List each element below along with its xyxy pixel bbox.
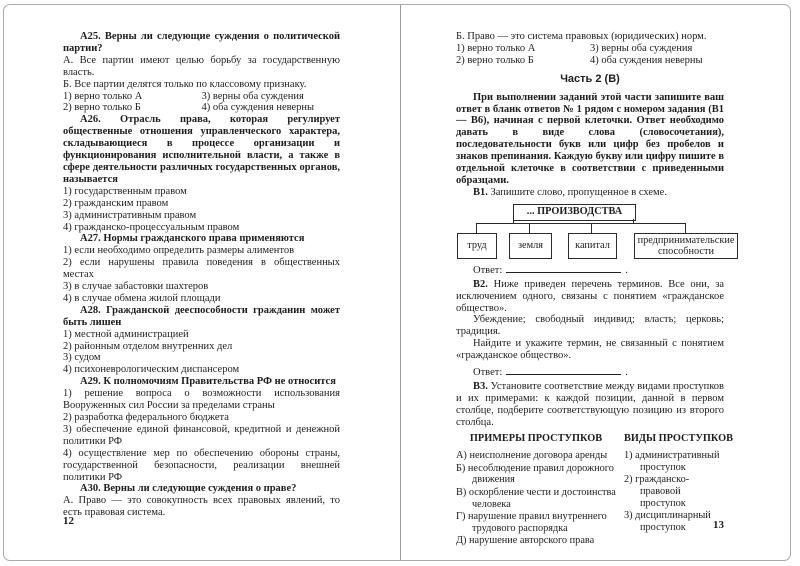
- page-number-right: 13: [713, 519, 724, 531]
- option: 4) оба суждения неверны: [201, 102, 315, 114]
- question-text: Нормы гражданского права применяются: [103, 233, 305, 245]
- answer-line-b2: [456, 365, 724, 379]
- question-number: А28.: [80, 304, 101, 316]
- scheme-child-box: труд: [457, 233, 497, 259]
- part2-instructions: При выполнении заданий этой части запишите ваш ответ в бланк ответов № 1 рядом с номером задания (В1 — В6), начиная с первой клеточки. Ответ необходимо давать в виде слова (словосочетания), последовательности букв или цифр без пробелов и знаков препинания. Каждую букву или цифру пишите в отдельной клеточке в соответствии с приведенными образцами.: [456, 91, 724, 186]
- match-header-examples: ПРИМЕРЫ ПРОСТУПКОВ: [469, 432, 603, 444]
- match-item: А) неисполнение договора аренды: [456, 450, 608, 462]
- statement-b: Б. Все партии делятся только по классовому признаку.: [63, 78, 307, 90]
- answer-label: Ответ:: [473, 367, 503, 379]
- match-item: 1) административный проступок: [624, 450, 720, 473]
- question-a29-stem: [63, 376, 340, 388]
- option: 2) гражданским правом: [63, 197, 169, 209]
- page-number-left: 12: [63, 515, 74, 527]
- question-text: К полномочиям Правительства РФ не относится: [103, 376, 336, 388]
- question-number: А27.: [80, 233, 101, 245]
- scheme-child-box: предпринимательские способности: [634, 233, 738, 259]
- match-item: В) оскорбление чести и достоинства человека: [456, 486, 616, 510]
- task-text: Установите соответствие между видами проступков и их примерами: к каждой позиции, данной в первом столбце, подберите соответствующую позицию из второго столбца.: [456, 380, 724, 428]
- question-a28-stem: [63, 305, 340, 329]
- question-a27-stem: [63, 233, 340, 245]
- option: 1) решение вопроса о возможности использования Вооруженных сил России за пределами страны: [63, 388, 340, 412]
- option: 3) в случае забастовки шахтеров: [63, 281, 209, 293]
- option: 2) верно только Б: [456, 54, 534, 66]
- b2-terms: Убеждение; свободный индивид; власть; церковь; традиция.: [456, 314, 724, 338]
- match-item: Г) нарушение правил внутреннего трудового распорядка: [456, 511, 607, 534]
- question-a26-stem: [63, 114, 340, 185]
- options-row: [456, 43, 724, 55]
- option: 3) административным правом: [63, 209, 197, 221]
- match-header-types: ВИДЫ ПРОСТУПКОВ: [624, 432, 733, 444]
- question-number: А25.: [80, 31, 101, 42]
- scheme-diagram: [456, 204, 735, 260]
- statement-a: А. Право — это совокупность всех правовых явлений, то есть правовая система.: [63, 495, 340, 519]
- question-a25-stem: [63, 31, 340, 55]
- option: 1) верно только А: [63, 90, 143, 102]
- answer-blank: [506, 263, 621, 273]
- question-text: Гражданской дееспособности гражданин может быть лишен: [63, 304, 341, 328]
- option: 3) верны оба суждения: [590, 42, 693, 54]
- task-number: В2.: [473, 278, 488, 290]
- question-number: А26.: [80, 114, 101, 126]
- option: 4) в случае обмена жилой площади: [63, 292, 221, 304]
- option: 4) осуществление мер по обеспечению обороны страны, государственной безопасности, реализации внешней политики РФ: [63, 447, 340, 483]
- page-right: [456, 31, 735, 548]
- task-number: В3.: [473, 380, 488, 392]
- task-b2: [456, 279, 724, 315]
- option: 4) оба суждения неверны: [590, 54, 703, 66]
- option: 2) разработка федерального бюджета: [63, 412, 229, 423]
- option: 1) местной администрацией: [63, 328, 189, 340]
- question-number: А30.: [80, 483, 101, 495]
- question-text: Отрасль права, которая регулирует общественные отношения управленческого характера, складывающиеся в процессе организации и функционирования исполнительной власти, а также в сфере деятельности различных государственных органов, называется: [63, 114, 340, 185]
- scheme-connector: [476, 223, 686, 224]
- answer-line-b1: [456, 263, 724, 277]
- match-item: Б) несоблюдение правил дорожного движения: [456, 462, 614, 486]
- b2-find-text: Найдите и укажите термин, не связанный с понятием «гражданское общество».: [456, 338, 724, 362]
- options-row: [456, 55, 724, 67]
- part2-heading: Часть 2 (В): [560, 72, 620, 85]
- scheme-root-box: ... ПРОИЗВОДСТВА: [513, 204, 636, 221]
- option: 1) государственным правом: [63, 185, 187, 197]
- task-b3: [456, 381, 724, 429]
- question-text: Верны ли следующие суждения о праве?: [103, 483, 297, 495]
- option: 3) обеспечение единой финансовой, кредитной и денежной политики РФ: [63, 423, 340, 447]
- option: 2) районным отделом внутренних дел: [63, 340, 233, 352]
- option: 2) верно только Б: [63, 102, 141, 114]
- option: 3) судом: [63, 352, 101, 364]
- match-item: Д) нарушение авторского права: [456, 535, 595, 547]
- option: 1) верно только А: [456, 42, 536, 54]
- option: 2) если нарушены правила поведения в общественных местах: [63, 257, 340, 281]
- statement-b: Б. Право — это система правовых (юридических) норм.: [456, 31, 707, 42]
- options-row: [63, 91, 340, 103]
- option: 3) верны оба суждения: [201, 90, 304, 102]
- scheme-child-box: земля: [509, 233, 552, 259]
- option: 4) гражданско-процессуальным правом: [63, 221, 240, 233]
- options-row: [63, 102, 340, 114]
- book-spread-frame: [3, 4, 791, 561]
- answer-blank: [506, 365, 621, 375]
- option: 4) психоневрологическим диспансером: [63, 364, 240, 376]
- page-left: [63, 31, 340, 519]
- statement-a: А. Все партии имеют целью борьбу за государственную власть.: [63, 54, 340, 78]
- task-text: Запишите слово, пропущенное в схеме.: [490, 186, 667, 198]
- answer-period: .: [625, 367, 628, 379]
- question-a30-stem: [63, 483, 340, 495]
- task-number: В1.: [473, 186, 488, 198]
- task-b1: [456, 187, 724, 199]
- answer-period: .: [625, 264, 628, 276]
- answer-label: Ответ:: [473, 264, 503, 276]
- option: 1) если необходимо определить размеры алиментов: [63, 245, 295, 257]
- scheme-child-box: капитал: [568, 233, 617, 259]
- match-item: 3) дисциплинарный проступок: [624, 510, 711, 533]
- task-text: Ниже приведен перечень терминов. Все они, за исключением одного, связаны с понятием «гражданское общество».: [456, 278, 724, 314]
- match-item: 2) гражданско-правовой проступок: [624, 474, 690, 509]
- question-number: А29.: [80, 376, 101, 388]
- question-text: Верны ли следующие суждения о политической партии?: [63, 31, 340, 54]
- page-divider: [400, 5, 401, 560]
